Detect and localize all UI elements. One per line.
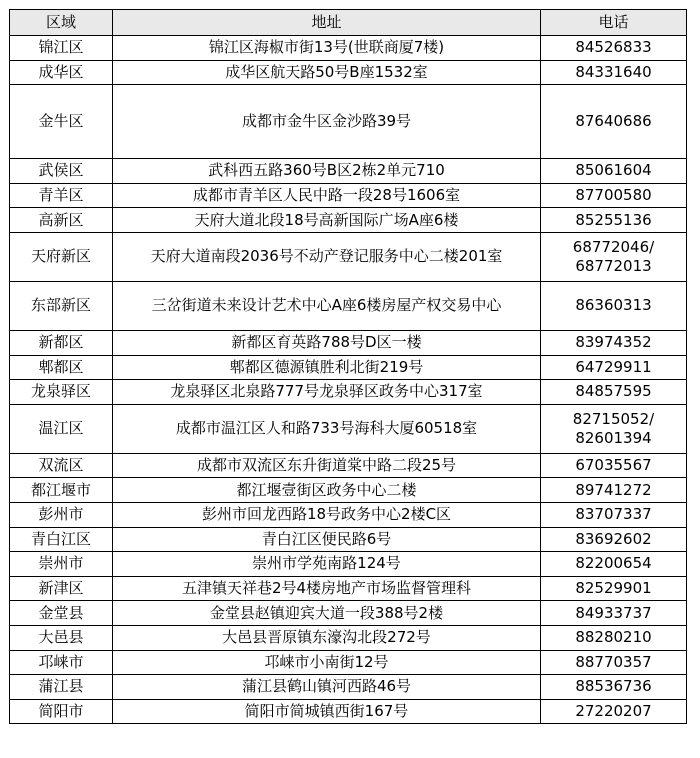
district-cell: 都江堰市: [10, 478, 113, 503]
district-cell: 天府新区: [10, 232, 113, 281]
phone-cell: 68772046/ 68772013: [541, 232, 687, 281]
table-row: [10, 576, 687, 601]
address-cell: 武科西五路360号B区2栋2单元710: [113, 159, 541, 184]
address-cell: 成都市金牛区金沙路39号: [113, 85, 541, 159]
table-row: [10, 85, 687, 159]
table-row: [10, 281, 687, 330]
district-cell: 崇州市: [10, 552, 113, 577]
district-cell: 青羊区: [10, 183, 113, 208]
phone-cell: 84526833: [541, 36, 687, 61]
address-cell: 青白江区便民路6号: [113, 527, 541, 552]
address-cell: 成都市双流区东升街道棠中路二段25号: [113, 453, 541, 478]
address-cell: 金堂县赵镇迎宾大道一段388号2楼: [113, 601, 541, 626]
phone-cell: 84857595: [541, 380, 687, 405]
phone-cell: 84933737: [541, 601, 687, 626]
table-row: [10, 478, 687, 503]
phone-cell: 82715052/ 82601394: [541, 404, 687, 453]
phone-cell: 89741272: [541, 478, 687, 503]
phone-cell: 88536736: [541, 675, 687, 700]
district-cell: 温江区: [10, 404, 113, 453]
address-cell: 崇州市学苑南路124号: [113, 552, 541, 577]
address-cell: 龙泉驿区北泉路777号龙泉驿区政务中心317室: [113, 380, 541, 405]
table-row: [10, 453, 687, 478]
district-cell: 新都区: [10, 330, 113, 355]
table-row: [10, 404, 687, 453]
district-cell: 东部新区: [10, 281, 113, 330]
address-cell: 郫都区德源镇胜利北街219号: [113, 355, 541, 380]
phone-cell: 84331640: [541, 60, 687, 85]
address-cell: 大邑县晋原镇东濠沟北段272号: [113, 625, 541, 650]
table-row: [10, 502, 687, 527]
address-cell: 天府大道北段18号高新国际广场A座6楼: [113, 208, 541, 233]
address-cell: 锦江区海椒市街13号(世联商厦7楼): [113, 36, 541, 61]
address-cell: 彭州市回龙西路18号政务中心2楼C区: [113, 502, 541, 527]
column-header-address: 地址: [113, 10, 541, 36]
district-cell: 锦江区: [10, 36, 113, 61]
office-directory-table: [9, 9, 687, 724]
address-cell: 天府大道南段2036号不动产登记服务中心二楼201室: [113, 232, 541, 281]
table-row: [10, 552, 687, 577]
address-cell: 五津镇天祥巷2号4楼房地产市场监督管理科: [113, 576, 541, 601]
district-cell: 青白江区: [10, 527, 113, 552]
table-row: [10, 650, 687, 675]
address-cell: 简阳市简城镇西街167号: [113, 699, 541, 724]
phone-cell: 87640686: [541, 85, 687, 159]
table-row: [10, 183, 687, 208]
table-row: [10, 208, 687, 233]
table-row: [10, 232, 687, 281]
table-row: [10, 699, 687, 724]
district-cell: 蒲江县: [10, 675, 113, 700]
table-row: [10, 60, 687, 85]
address-cell: 蒲江县鹤山镇河西路46号: [113, 675, 541, 700]
district-cell: 简阳市: [10, 699, 113, 724]
table-row: [10, 380, 687, 405]
phone-cell: 88770357: [541, 650, 687, 675]
column-header-district: 区域: [10, 10, 113, 36]
table-row: [10, 675, 687, 700]
table-row: [10, 355, 687, 380]
district-cell: 龙泉驿区: [10, 380, 113, 405]
district-cell: 邛崃市: [10, 650, 113, 675]
phone-cell: 82529901: [541, 576, 687, 601]
district-cell: 武侯区: [10, 159, 113, 184]
phone-cell: 27220207: [541, 699, 687, 724]
table-row: [10, 36, 687, 61]
district-cell: 双流区: [10, 453, 113, 478]
address-cell: 成都市温江区人和路733号海科大厦60518室: [113, 404, 541, 453]
phone-cell: 87700580: [541, 183, 687, 208]
table-row: [10, 527, 687, 552]
table-row: [10, 159, 687, 184]
district-cell: 彭州市: [10, 502, 113, 527]
phone-cell: 88280210: [541, 625, 687, 650]
phone-cell: 83692602: [541, 527, 687, 552]
phone-cell: 85255136: [541, 208, 687, 233]
phone-cell: 82200654: [541, 552, 687, 577]
district-cell: 大邑县: [10, 625, 113, 650]
address-cell: 成华区航天路50号B座1532室: [113, 60, 541, 85]
column-header-phone: 电话: [541, 10, 687, 36]
address-cell: 新都区育英路788号D区一楼: [113, 330, 541, 355]
table-row: [10, 330, 687, 355]
table-header-row: [10, 10, 687, 36]
address-cell: 都江堰壹街区政务中心二楼: [113, 478, 541, 503]
phone-cell: 83707337: [541, 502, 687, 527]
phone-cell: 86360313: [541, 281, 687, 330]
table-row: [10, 625, 687, 650]
address-cell: 成都市青羊区人民中路一段28号1606室: [113, 183, 541, 208]
district-cell: 金牛区: [10, 85, 113, 159]
address-cell: 邛崃市小南街12号: [113, 650, 541, 675]
district-cell: 高新区: [10, 208, 113, 233]
phone-cell: 64729911: [541, 355, 687, 380]
district-cell: 金堂县: [10, 601, 113, 626]
district-cell: 郫都区: [10, 355, 113, 380]
phone-cell: 67035567: [541, 453, 687, 478]
address-cell: 三岔街道未来设计艺术中心A座6楼房屋产权交易中心: [113, 281, 541, 330]
table-row: [10, 601, 687, 626]
district-cell: 新津区: [10, 576, 113, 601]
district-cell: 成华区: [10, 60, 113, 85]
phone-cell: 85061604: [541, 159, 687, 184]
phone-cell: 83974352: [541, 330, 687, 355]
